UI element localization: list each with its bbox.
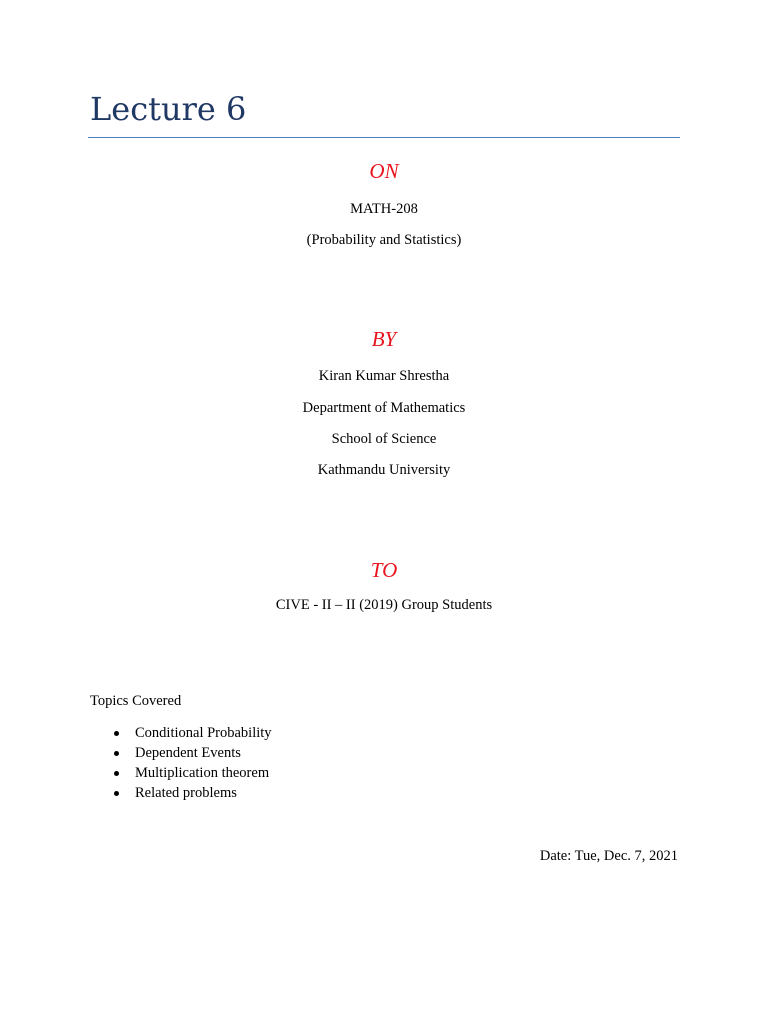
page-title: Lecture 6 xyxy=(90,90,247,128)
title-divider xyxy=(88,137,680,138)
topic-item xyxy=(90,786,272,806)
audience-line: CIVE - II – II (2019) Group Students xyxy=(275,597,493,613)
topic-item xyxy=(90,766,272,786)
course-name: (Probability and Statistics) xyxy=(306,232,462,248)
topic-item xyxy=(90,746,272,766)
course-code: MATH-208 xyxy=(350,201,418,217)
topics-list xyxy=(90,726,272,806)
topic-label: Multiplication theorem xyxy=(135,765,270,781)
topic-label: Dependent Events xyxy=(135,745,241,761)
school-name: School of Science xyxy=(331,431,437,447)
to-label: TO xyxy=(370,558,398,582)
topic-label: Related problems xyxy=(135,785,237,801)
bullet-icon xyxy=(114,791,119,796)
topic-label: Conditional Probability xyxy=(135,725,272,741)
university-name: Kathmandu University xyxy=(317,462,451,478)
on-label: ON xyxy=(369,159,399,183)
date-line: Date: Tue, Dec. 7, 2021 xyxy=(539,848,678,864)
bullet-icon xyxy=(114,771,119,776)
bullet-icon xyxy=(114,751,119,756)
department-name: Department of Mathematics xyxy=(302,400,466,416)
topics-heading: Topics Covered xyxy=(90,693,182,709)
author-name: Kiran Kumar Shrestha xyxy=(318,368,450,384)
by-label: BY xyxy=(371,327,397,351)
bullet-icon xyxy=(114,731,119,736)
topic-item xyxy=(90,726,272,746)
